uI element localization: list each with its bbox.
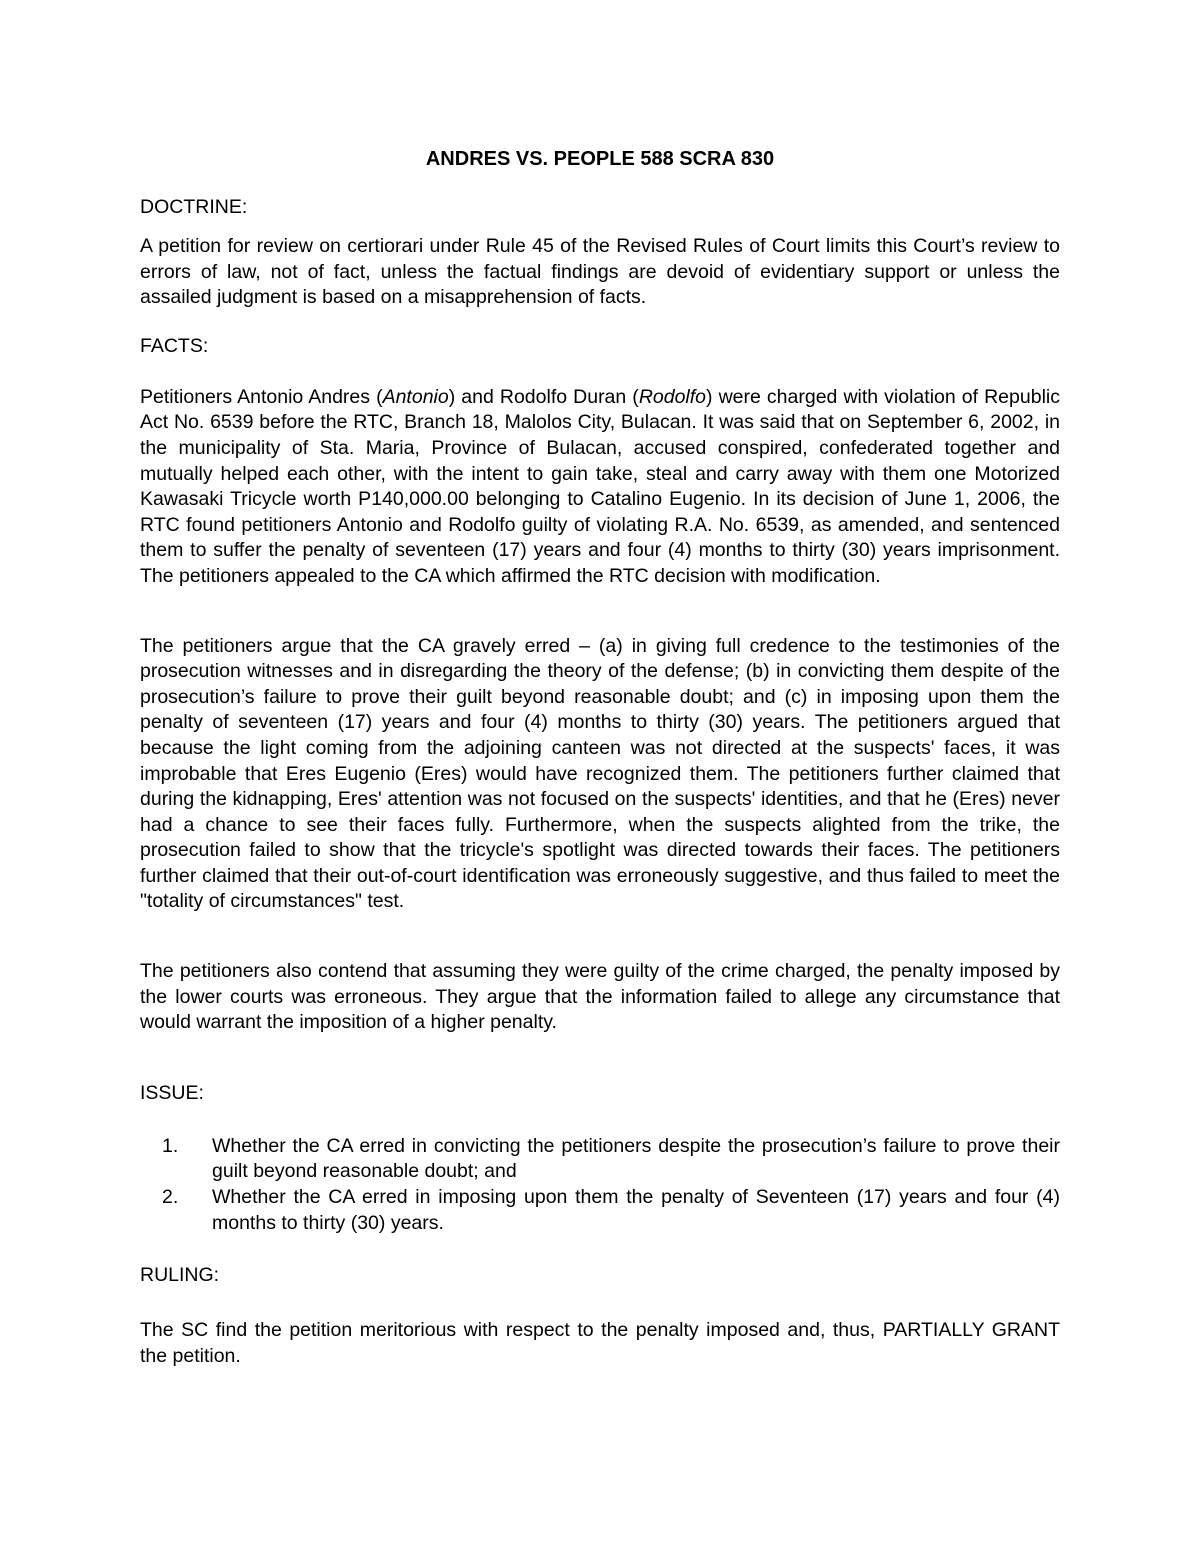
facts-p1-name-rodolfo: Rodolfo: [638, 385, 707, 408]
ruling-paragraph: The SC find the petition meritorious with respect to the penalty imposed and, thus, PARTIALLY GRANT the petition.: [140, 1319, 1060, 1367]
issue-number: 2.: [162, 1186, 179, 1209]
facts-p1-text-a: Petitioners Antonio Andres (: [140, 385, 383, 408]
issue-number: 1.: [162, 1134, 179, 1157]
doctrine-heading: DOCTRINE:: [140, 196, 248, 218]
page-title: ANDRES VS. PEOPLE 588 SCRA 830: [425, 148, 775, 170]
facts-paragraph-3: The petitioners also contend that assuming they were guilty of the crime charged, the penalty imposed by the lower courts was erroneous. They argue that the information failed to allege any circumstance that would warrant the imposition of a higher penalty.: [140, 960, 1060, 1034]
list-item: [140, 1134, 1060, 1185]
issue-text: Whether the CA erred in imposing upon them the penalty of Seventeen (17) years and four (4) months to thirty (30) years.: [212, 1186, 1060, 1234]
issue-list: [140, 1134, 1060, 1236]
facts-paragraph-1: [140, 385, 1060, 590]
ruling-heading: RULING:: [140, 1264, 220, 1287]
doctrine-paragraph: A petition for review on certiorari under Rule 45 of the Revised Rules of Court limits this Court’s review to errors of law, not of fact, unless the factual findings are devoid of evidentiary support or unless the assailed judgment is based on a misapprehension of facts.: [140, 235, 1060, 309]
issue-heading: ISSUE:: [140, 1081, 204, 1104]
issue-text: Whether the CA erred in convicting the petitioners despite the prosecution’s failure to prove their guilt beyond reasonable doubt; and: [212, 1134, 1060, 1183]
facts-paragraph-2: The petitioners argue that the CA gravely erred – (a) in giving full credence to the testimonies of the prosecution witnesses and in disregarding the theory of the defense; (b) in convicting them despite of the prosecution’s failure to prove their guilt beyond reasonable doubt; and (c) in imposing upon them the penalty of seventeen (17) years and four (4) months to thirty (30) years. The petitioners argued that because the light coming from the adjoining canteen was not directed at the suspects' faces, it was improbable that Eres Eugenio (Eres) would have recognized them. The petitioners further claimed that during the kidnapping, Eres' attention was not focused on the suspects' identities, and that he (Eres) never had a chance to see their faces fully. Furthermore, when the suspects alighted from the trike, the prosecution failed to show that the tricycle's spotlight was directed towards their faces. The petitioners further claimed that their out-of-court identification was erroneously suggestive, and thus failed to meet the "totality of circumstances" test.: [140, 634, 1060, 913]
facts-heading: FACTS:: [140, 334, 209, 357]
list-item: [140, 1185, 1060, 1236]
facts-p1-text-b: ) and Rodolfo Duran (: [448, 385, 639, 408]
facts-p1-name-antonio: Antonio: [382, 385, 449, 408]
facts-p1-text-c: ) were charged with violation of Republic Act No. 6539 before the RTC, Branch 18, Malolos City, Bulacan. It was said that on September 6, 2002, in the municipality of Sta. Maria, Province of Bulacan, accused conspired, confederated together and mutually helped each other, with the intent to gain take, steal and carry away with them one Motorized Kawasaki Tricycle worth P140,000.00 belonging to Catalino Eugenio. In its decision of June 1, 2006, the RTC found petitioners Antonio and Rodolfo guilty of violating R.A. No. 6539, as amended, and sentenced them to suffer the penalty of seventeen (17) years and four (4) months to thirty (30) years imprisonment. The petitioners appealed to the CA which affirmed the RTC decision with modification.: [140, 385, 1060, 587]
